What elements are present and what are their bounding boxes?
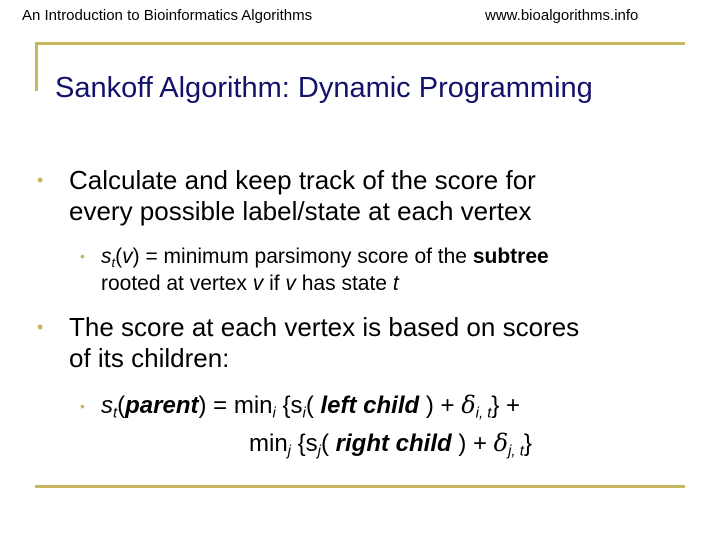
header-title: An Introduction to Bioinformatics Algorithms (22, 7, 313, 24)
sub-bullet-1-line-1: $s_t(v)$ = minimum parsimony score of the subtree (101, 245, 549, 270)
slide-title: Sankoff Algorithm: Dynamic Programming (55, 72, 593, 104)
bullet-dot: • (37, 170, 44, 190)
bullet-2-line-1: The score at each vertex is based on scores (69, 312, 580, 342)
sub-bullet-1-line-2: rooted at vertex v if v has state t (101, 272, 399, 295)
header-url: www.bioalgorithms.info (485, 7, 639, 24)
top-rule (35, 42, 685, 45)
formula-line-2: $\min_j \{s_j$( right child ) + $\delta_{j, t}$} (249, 429, 532, 460)
bullet-1-line-1: Calculate and keep track of the score for (69, 165, 536, 195)
bullet-1-line-2: every possible label/state at each vertex (69, 196, 532, 226)
bullet-2-line-2: of its children: (69, 343, 230, 373)
bullet-dot: • (37, 317, 44, 337)
sub-bullet-dot: • (80, 398, 85, 414)
sub-bullet-dot: • (80, 248, 85, 264)
bottom-rule (35, 485, 685, 488)
formula-line-1: $s_t(parent) = \min_i \{s_i$( left child ) + $\delta_{i, t}$} + (101, 391, 521, 422)
left-rule (35, 42, 38, 91)
